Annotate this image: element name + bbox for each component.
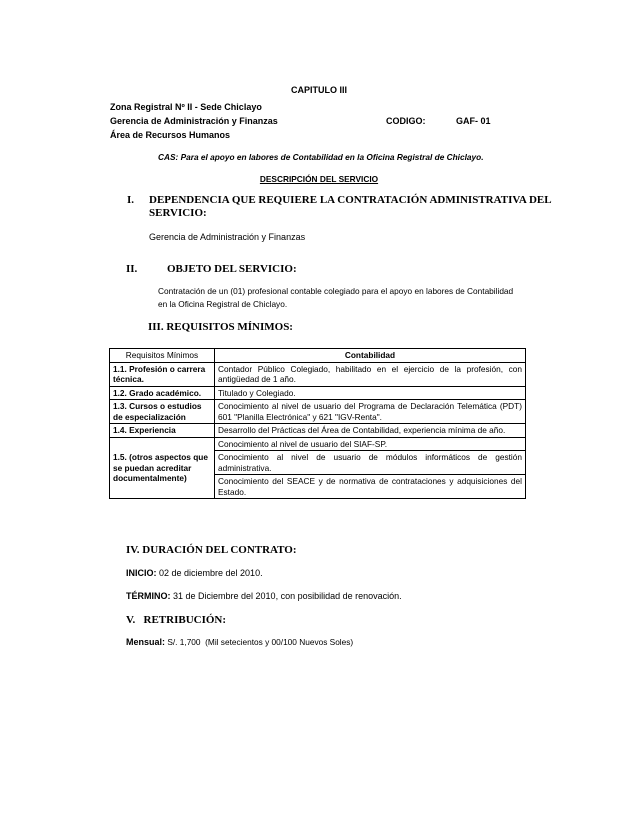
section2-number: II.: [126, 263, 138, 275]
end-label: TÉRMINO:: [126, 591, 171, 601]
row-label: 1.4. Experiencia: [110, 424, 215, 438]
section4-title: IV. DURACIÓN DEL CONTRATO:: [126, 544, 297, 556]
start-label: INICIO:: [126, 568, 157, 578]
section5-title: V. RETRIBUCIÓN:: [126, 614, 227, 626]
contract-start: [126, 568, 263, 578]
row-label: 1.1. Profesión o carrera técnica.: [110, 362, 215, 386]
pay-label: Mensual:: [126, 637, 166, 647]
row-value: Contador Público Colegiado, habilitado en el ejercicio de la profesión, con antigüedad de 1 año.: [215, 362, 526, 386]
section1-title-line2: SERVICIO:: [149, 207, 207, 219]
section2-body-line1: Contratación de un (01) profesional contable colegiado para el apoyo en labores de Contabilidad: [158, 286, 514, 296]
row-value: Titulado y Colegiado.: [215, 386, 526, 400]
contract-end: [126, 591, 402, 601]
table-row: [110, 362, 526, 386]
row-label: 1.3. Cursos o estudios de especialización: [110, 400, 215, 424]
code-value: GAF- 01: [456, 116, 491, 126]
end-value: 31 de Diciembre del 2010, con posibilidad de renovación.: [170, 591, 402, 601]
other-value: Conocimiento al nivel de usuario de módulos informáticos de gestión administrativa.: [215, 451, 526, 475]
pay-value: S/. 1,700 (Mil setecientos y 00/100 Nuevos Soles): [165, 637, 354, 647]
section1-number: I.: [127, 194, 135, 206]
other-aspects-label: 1.5. (otros aspectos que se puedan acreditar documentalmente): [110, 437, 215, 499]
cas-line: CAS: Para el apoyo en labores de Contabilidad en la Oficina Registral de Chiclayo.: [158, 152, 484, 162]
chapter-title: CAPITULO III: [291, 85, 347, 95]
row-value: Conocimiento al nivel de usuario del Programa de Declaración Telemática (PDT) 601 "Planilla Electrónica" y 621 "IGV-Renta".: [215, 400, 526, 424]
section2-title: OBJETO DEL SERVICIO:: [167, 263, 297, 275]
other-value: Conocimiento al nivel de usuario del SIAF-SP.: [215, 437, 526, 451]
monthly-pay: [126, 637, 353, 647]
header-line-area: Área de Recursos Humanos: [110, 130, 231, 140]
header-left: Requisitos Mínimos: [110, 349, 215, 363]
section2-body-line2: en la Oficina Registral de Chiclayo.: [158, 299, 288, 309]
row-label: 1.2. Grado académico.: [110, 386, 215, 400]
table-row: [110, 437, 526, 451]
table-row: [110, 424, 526, 438]
section1-body: Gerencia de Administración y Finanzas: [149, 232, 306, 242]
requirements-table: [109, 348, 526, 499]
service-heading: DESCRIPCIÓN DEL SERVICIO: [259, 174, 379, 184]
table-row: [110, 400, 526, 424]
header-right: Contabilidad: [215, 349, 526, 363]
section1-title-line1: DEPENDENCIA QUE REQUIERE LA CONTRATACIÓN ADMINISTRATIVA DEL: [149, 194, 552, 206]
table-header-row: [110, 349, 526, 363]
row-value: Desarrollo del Prácticas del Área de Contabilidad, experiencia mínima de año.: [215, 424, 526, 438]
section3-title: III. REQUISITOS MÍNIMOS:: [148, 321, 293, 333]
start-value: 02 de diciembre del 2010.: [156, 568, 263, 578]
header-line-management: Gerencia de Administración y Finanzas: [110, 116, 278, 126]
other-value: Conocimiento del SEACE y de normativa de contrataciones y adquisiciones del Estado.: [215, 475, 526, 499]
table-row: [110, 386, 526, 400]
code-label: CODIGO:: [386, 116, 426, 126]
header-line-zone: Zona Registral Nº II - Sede Chiclayo: [110, 102, 262, 112]
